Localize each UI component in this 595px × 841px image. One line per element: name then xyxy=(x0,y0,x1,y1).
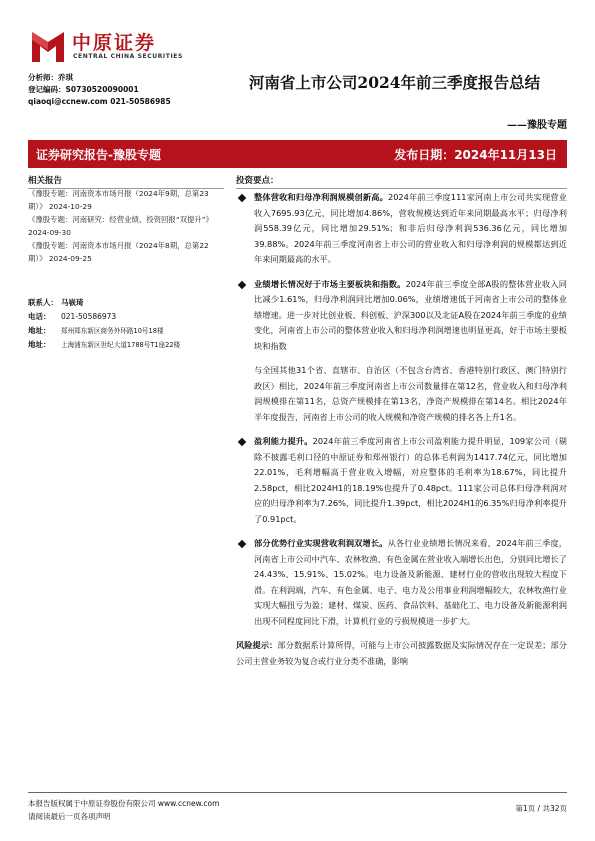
reg-code: S0730520090001 xyxy=(65,85,139,94)
company-logo xyxy=(28,26,198,70)
zhongyuan-logo-icon xyxy=(28,26,68,66)
related-report-item[interactable]: 《豫股专题：河南资本市场月报（2024年9期，总第23期）》 2024-10-29 xyxy=(28,189,209,211)
key-point-text: 从各行业业绩增长情况来看，2024年前三季度，河南省上市公司中汽车、农林牧渔、有色金属在营业收入端增长出色，分别同比增长了24.43%、15.91%、15.02%。电力设备及新能源、建材行业的营收出现较大程度下滑。在利润端，汽车、有色金属、电子、电力及公用事业利润增幅较大，农林牧渔行业实现大幅扭亏为盈；建材、煤炭、医药、食品饮料、基础化工、电力设备及新能源利润出现不同程度同比下滑，计算机行业的亏损规模进一步扩大。 xyxy=(254,538,567,626)
phone-value: 021-50586973 xyxy=(61,312,117,321)
reg-label: 登记编码： xyxy=(28,85,66,94)
address2-label: 地址： xyxy=(28,340,51,349)
copyright-text: 本报告版权属于中原证券股份有限公司 www.ccnew.com xyxy=(28,799,220,808)
analyst-label: 分析师： xyxy=(28,73,58,82)
footer-divider xyxy=(28,792,567,793)
analyst-name: 乔琪 xyxy=(58,73,73,82)
key-point xyxy=(236,536,567,629)
related-reports-heading: 相关报告 xyxy=(28,174,224,189)
page-number: 第1页 / 共32页 xyxy=(515,804,567,813)
risk-text: 部分数据系计算所得，可能与上市公司披露数据及实际情况存在一定误差；部分公司主营业务较为复合或行业分类不准确，影响 xyxy=(236,640,567,666)
key-point-text: 2024年前三季度111家河南上市公司共实现营业收入7695.93亿元，同比增加4.86%，营收规模达到近年来同期最高水平；归母净利润558.39亿元，同比增加29.51%；和非后归母净利润536.36亿元，同比增加39.88%。2024年前三季度河南省上市公司的营业收入和归母净利润的规模都达到近年来同期最高的水平。 xyxy=(254,192,567,264)
key-points-body xyxy=(236,190,567,669)
risk-warning xyxy=(236,638,567,669)
phone-label: 电话： xyxy=(28,312,51,321)
key-point-text: 2024年前三季度全部A股的整体营业收入同比减少1.61%，归母净利润同比增加0.06%，业绩增速低于河南省上市公司的整体业绩增速。进一步对比创业板、科创板、沪深300以及北证A股在2024年前三季度的业绩变化，河南省上市公司的整体营业收入和归母净利润增速也明显更高，好于市场主要板块和指数 xyxy=(254,278,567,351)
contact-info xyxy=(28,296,228,352)
key-point-text: 2024年前三季度河南省上市公司盈利能力提升明显，109家公司（剔除不披露毛利口径的中原证券和郑州银行）的总体毛利润为1417.74亿元，同比增加22.01%，毛利增幅高于营业收入增幅，对应整体的毛利率为18.67%，同比提升2.58pct，相比2024H1的18.19%也提升了0.48pct。111家公司总体归母净利润对应的归母净利率为7.26%，同比提升1.39pct，相比2024H1的6.35%归母净利率提升了0.91pct。 xyxy=(254,436,567,524)
publish-date: 发布日期：2024年11月13日 xyxy=(394,148,557,162)
related-report-item[interactable]: 《豫股专题：河南资本市场月报（2024年8期，总第22期）》 2024-09-25 xyxy=(28,241,209,263)
diamond-bullet-icon xyxy=(238,438,246,446)
key-point-lead: 业绩增长情况好于市场主要板块和指数。 xyxy=(254,278,406,289)
email-phone: qiaoqi@ccnew.com 021-50586985 xyxy=(28,97,171,106)
disclaimer-text: 请阅读最后一页各项声明 xyxy=(28,812,111,821)
address2-value: 上海浦东新区世纪大道1788号T1座22楼 xyxy=(61,341,181,349)
diamond-bullet-icon xyxy=(238,540,246,548)
key-point xyxy=(236,190,567,268)
contact-person: 马嵚琦 xyxy=(61,298,84,307)
key-point xyxy=(236,434,567,527)
key-point-lead: 部分优势行业实现营收利润双增长。 xyxy=(254,538,388,548)
key-point-continuation: 与全国其他31个省、直辖市、自治区（不包含台湾省、香港特别行政区、澳门特别行政区）相比，2024年前三季度河南省上市公司数量排在第12名，营业收入和归母净利润规模排在第11名，总资产规模排在第13名，净资产规模排在第14名。相比2024年半年度报告，河南省上市公司的收入规模和净资产规模的排名各上升1名。 xyxy=(254,365,567,422)
report-subtitle: ——豫股专题 xyxy=(507,120,567,131)
footer-notice xyxy=(28,797,219,823)
address1-label: 地址： xyxy=(28,326,51,335)
related-report-item[interactable]: 《豫股专题：河南研究：经营业绩、投资回报“双提升”》 2024-09-30 xyxy=(28,215,214,237)
contact-person-label: 联系人： xyxy=(28,298,58,307)
diamond-bullet-icon xyxy=(238,194,246,202)
report-category: 证券研究报告-豫股专题 xyxy=(36,148,161,162)
key-point-lead: 整体营收和归母净利润规模创新高。 xyxy=(254,192,388,202)
risk-label: 风险提示： xyxy=(236,640,278,650)
key-point xyxy=(236,277,567,355)
logo-text-en: CENTRAL CHINA SECURITIES xyxy=(73,53,183,60)
logo-text-cn: 中原证券 xyxy=(72,32,157,54)
report-title: 河南省上市公司2024年前三季度报告总结 xyxy=(248,73,541,92)
key-point-lead: 盈利能力提升。 xyxy=(254,436,313,446)
analyst-info xyxy=(28,72,171,108)
diamond-bullet-icon xyxy=(238,280,246,288)
header-banner xyxy=(28,140,567,168)
address1-value: 郑州郑东新区商务外环路10号18楼 xyxy=(61,327,164,335)
key-points-heading: 投资要点： xyxy=(236,174,567,189)
related-reports-list xyxy=(28,188,224,266)
